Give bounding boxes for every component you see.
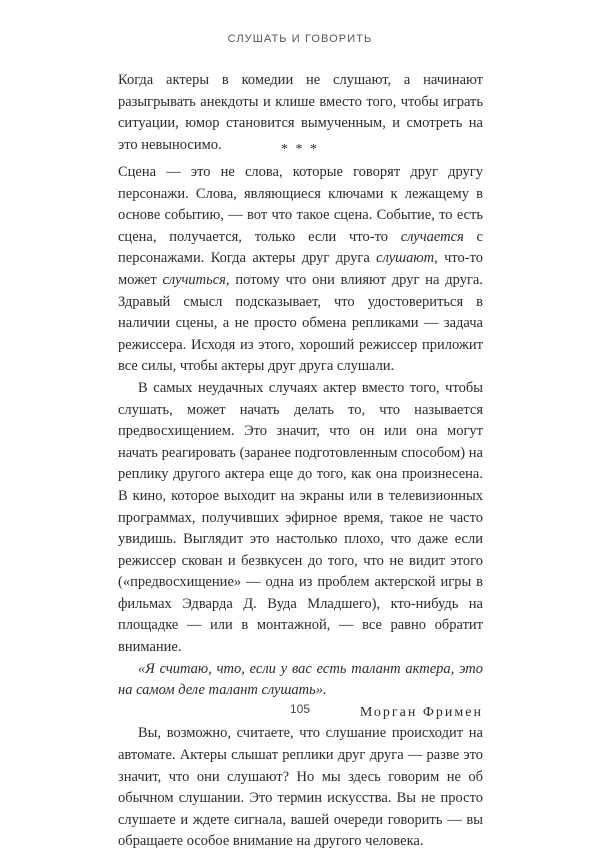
- intro-paragraph: Когда актеры в комедии не слушают, а начинают разыгрывать анекдоты и клише вместо того, чтобы играть ситуации, юмор становится вымученным, и смотреть на это невыносимо.: [118, 72, 483, 153]
- emphasis-listen: слушают: [376, 250, 435, 267]
- scene-text-4: , потому что они влияют друг на друга. Здравый смысл подсказывает, что удостовериться в наличии сцены, а не просто обмена репликами — задача режиссера. Исходя из этого, хороший режиссер приложит все силы, чтобы актеры друг друга слушали.: [118, 271, 483, 375]
- anticipation-paragraph: В самых неудачных случаях актер вместо того, чтобы слушать, может начать делать то, что называется предвосхищением. Это значит, что он или она могут начать реагировать (заранее подготовленным способом) на реплику другого актера еще до того, как она произнесена. В кино, которое выходит на экраны или в телевизионных программах, получивших эфирное время, такое не часто увидишь. Выглядит это настолько плохо, что даже если режиссер скован и безвкусен до того, что не видит этого («предвосхищение» — одна из проблем актерской игры в фильмах Эдварда Д. Вуда Младшего), кто-нибудь на площадке — или в монтажной, — все равно обратит внимание.: [118, 379, 483, 656]
- scene-text-1: Сцена — это не слова, которые говорят друг другу персонажи. Слова, являющиеся ключами к лежащему в основе событию, — вот что такое сцена. Событие, то есть сцена, получается, только если что-то: [118, 164, 483, 245]
- emphasis-happens: случается: [400, 228, 464, 245]
- epigraph-quote: «Я считаю, что, если у вас есть талант актера, это на самом деле талант слушать».: [118, 660, 483, 699]
- main-text-block: [118, 162, 483, 853]
- emphasis-happen: случиться: [162, 271, 226, 288]
- scene-paragraph: [118, 162, 483, 378]
- scene-text-3: , что-то может: [118, 250, 483, 288]
- scene-text-2: с персонажами. Когда актеры друг друга: [118, 228, 483, 267]
- section-separator: * * *: [281, 142, 319, 157]
- quote-author: Морган Фримен: [359, 704, 483, 720]
- page-number: 105: [289, 702, 311, 716]
- running-header: СЛУШАТЬ И ГОВОРИТЬ: [227, 33, 373, 45]
- closing-paragraph: Вы, возможно, считаете, что слушание происходит на автомате. Актеры слышат реплики друг друга — разве это значит, что они слушают? Но мы здесь говорим не об обычном слушании. Это термин искусства. Вы не просто слушаете и ждете сигнала, вашей очереди говорить — вы обращаете особое внимание на другого человека.: [118, 725, 483, 850]
